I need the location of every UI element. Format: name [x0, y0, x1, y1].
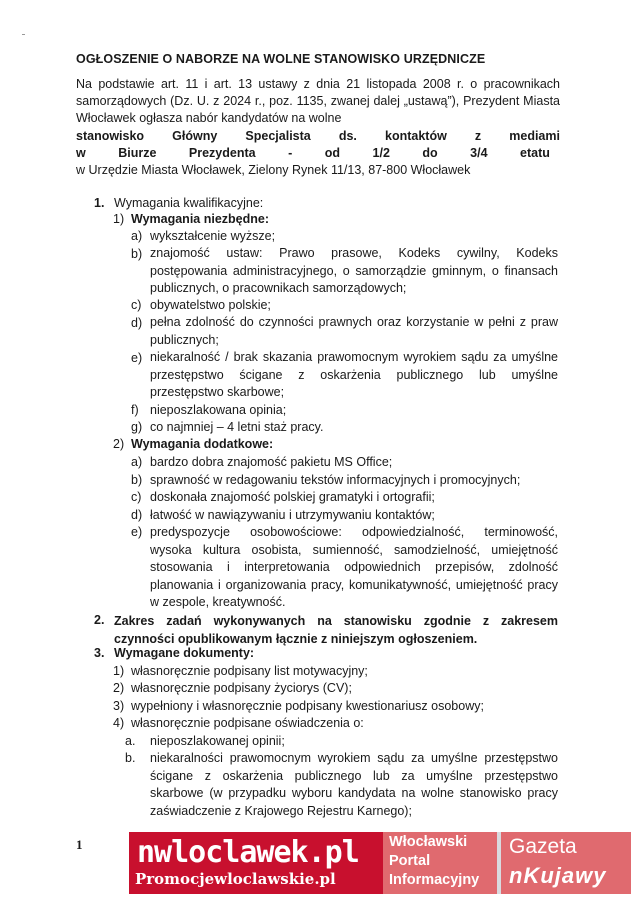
site-name: nwloclawek.pl	[137, 835, 359, 870]
intro-paragraph: Na podstawie art. 11 i art. 13 ustawy z dnia 21 listopada 2008 r. o pracownikach samorządowych (Dz. U. z 2024 r., poz. 1135, zwanej dalej „ustawą”), Prezydent Miasta Włocławek ogłasza nabór kandydatów na wolne	[76, 77, 560, 125]
item-letter: d)	[131, 316, 143, 330]
scan-mark	[22, 34, 25, 35]
watermark-banner	[129, 832, 631, 894]
subsection-number: 1)	[113, 212, 125, 226]
subsection-number: 2)	[113, 437, 125, 451]
item-letter: f)	[131, 403, 139, 417]
item-letter: b)	[131, 473, 143, 487]
item-text: łatwość w nawiązywaniu i utrzymywaniu kontaktów;	[150, 508, 435, 522]
item-text: znajomość ustaw: Prawo prasowe, Kodeks cywilny, Kodeks postępowania administracyjnego, o samorządzie gminnym, o finansach publicznych, o pracownikach samorządowych;	[150, 246, 558, 295]
item-text: co najmniej – 4 letni staż pracy.	[150, 420, 324, 434]
item-text: predyspozycje osobowościowe: odpowiedzialność, terminowość, wysoka kultura osobista, sumienność, samodzielność, umiejętność stosowania i interpretowania odpowiednich przepisów, zdolność planowania i organizowania pracy, komunikatywność, umiejętność pracy w zespole, kreatywność.	[150, 525, 558, 610]
item-text: niekaralność / brak skazania prawomocnym wyrokiem sądu za umyślne przestępstwo ścigane z oskarżenia publicznego lub umyślne przestępstwo skarbowe;	[150, 350, 558, 399]
item-letter: e)	[131, 351, 143, 365]
section-heading: Wymagania kwalifikacyjne:	[114, 196, 264, 210]
item-text: pełna zdolność do czynności prawnych oraz korzystanie w pełni z praw publicznych;	[150, 315, 558, 347]
position-line-1: stanowisko Główny Specjalista ds. kontaktów z mediami	[76, 129, 560, 143]
list-text: własnoręcznie podpisane oświadczenia o:	[131, 716, 364, 730]
list-number: 1)	[113, 664, 125, 678]
list-number: 2)	[113, 681, 125, 695]
item-letter: c)	[131, 490, 142, 504]
item-text: niekaralności prawomocnym wyrokiem sądu za umyślne przestępstwo ścigane z oskarżenia publicznego lub za umyślne przestępstwo skarbowe (w przypadku wyboru kandydata na wolne stanowisko pracy zaświadczenie z Krajowego Rejestru Karnego);	[150, 751, 558, 818]
item-letter: b)	[131, 247, 143, 261]
item-text: bardzo dobra znajomość pakietu MS Office;	[150, 455, 393, 469]
item-letter: b.	[125, 751, 136, 765]
item-letter: a)	[131, 229, 143, 243]
list-text: własnoręcznie podpisany życiorys (CV);	[131, 681, 352, 695]
section-number: 3.	[94, 646, 105, 660]
item-text: nieposzlakowana opinia;	[150, 403, 287, 417]
item-text: wykształcenie wyższe;	[150, 229, 276, 243]
section-heading: Wymagane dokumenty:	[114, 646, 255, 660]
portal-label: Włocławski Portal Informacyjny	[383, 832, 497, 894]
item-letter: e)	[131, 525, 143, 539]
section-number: 2.	[94, 613, 105, 627]
item-text: obywatelstwo polskie;	[150, 298, 271, 312]
item-text: doskonała znajomość polskiej gramatyki i ortografii;	[150, 490, 435, 504]
item-letter: a.	[125, 734, 136, 748]
item-letter: a)	[131, 455, 143, 469]
list-text: wypełniony i własnoręcznie podpisany kwestionariusz osobowy;	[131, 699, 484, 713]
item-text: sprawność w redagowaniu tekstów informacyjnych i promocyjnych;	[150, 473, 521, 487]
subsection-heading: Wymagania dodatkowe:	[131, 437, 274, 451]
item-letter: g)	[131, 420, 143, 434]
page-number: 1	[76, 837, 83, 852]
list-text: własnoręcznie podpisany list motywacyjny;	[131, 664, 368, 678]
list-number: 4)	[113, 716, 125, 730]
promo-site-name: Promocjewloclawskie.pl	[135, 870, 336, 888]
item-letter: d)	[131, 508, 143, 522]
subsection-heading: Wymagania niezbędne:	[131, 212, 269, 226]
position-line-2: w Biurze Prezydenta - od 1/2 do 3/4 etatu	[76, 146, 550, 160]
section-text: Zakres zadań wykonywanych na stanowisku zgodnie z zakresem czynności opublikowanym łącznie z niniejszym ogłoszeniem.	[114, 614, 558, 646]
item-text: nieposzlakowanej opinii;	[150, 734, 285, 748]
section-number: 1.	[94, 196, 105, 210]
item-letter: c)	[131, 298, 142, 312]
document-title: OGŁOSZENIE O NABORZE NA WOLNE STANOWISKO URZĘDNICZE	[76, 52, 486, 66]
list-number: 3)	[113, 699, 125, 713]
position-line-3: w Urzędzie Miasta Włocławek, Zielony Rynek 11/13, 87-800 Włocławek	[76, 163, 471, 177]
gazeta-logo: Gazeta nKujawy	[501, 832, 631, 894]
site-logo	[129, 832, 383, 894]
